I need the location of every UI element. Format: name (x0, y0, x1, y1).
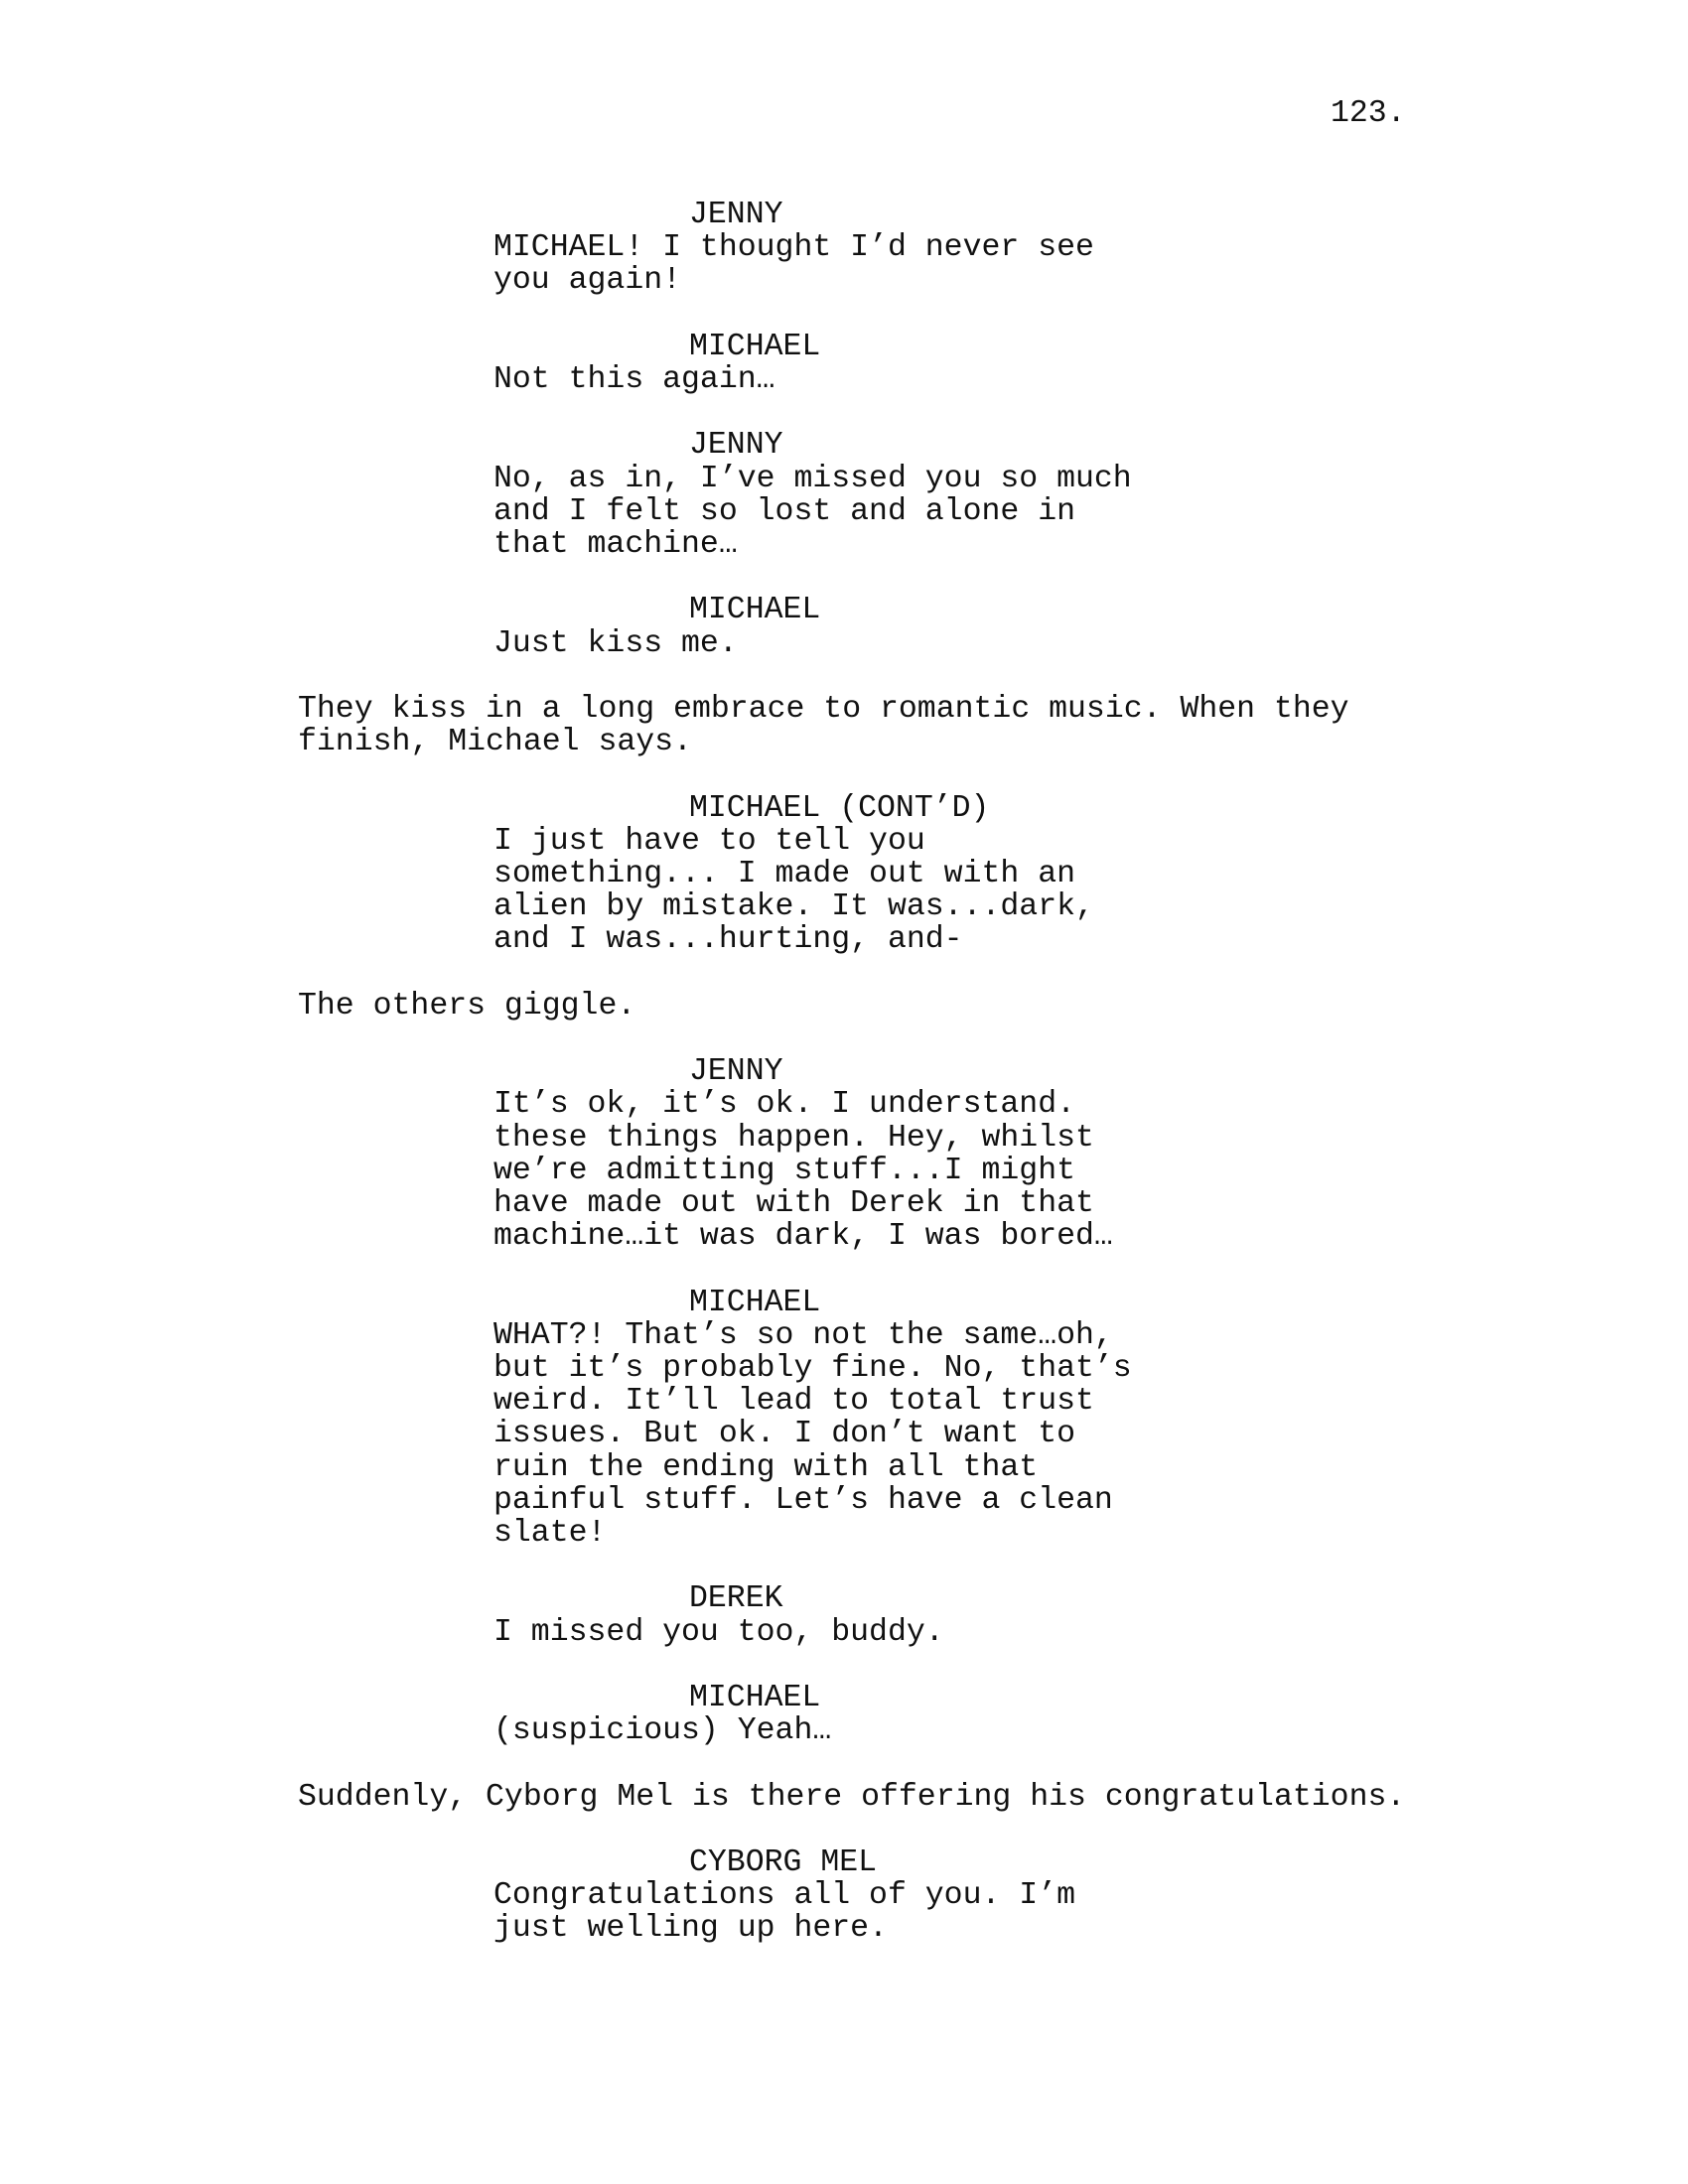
dialogue-block (298, 429, 1489, 561)
character-name: JENNY (689, 198, 783, 232)
character-name: MICHAEL (689, 1680, 821, 1715)
dialogue-line: I just have to tell you (493, 823, 925, 859)
character-name: MICHAEL (CONT’D) (689, 790, 990, 826)
dialogue-line: ruin the ending with all that (493, 1449, 1039, 1485)
block-gap (298, 660, 1489, 693)
character-name: CYBORG MEL (689, 1844, 878, 1880)
dialogue-block (298, 331, 1489, 396)
action-line: The others giggle. (298, 988, 636, 1024)
block-gap (298, 1550, 1489, 1582)
page-number: 123. (1331, 96, 1406, 131)
dialogue-line: issues. But ok. I don’t want to (493, 1417, 1075, 1452)
character-name: JENNY (689, 428, 783, 464)
dialogue-line: something... I made out with an (493, 856, 1075, 891)
dialogue-line: No, as in, I’ve missed you so much (493, 461, 1132, 496)
action-line: finish, Michael says. (298, 725, 692, 760)
block-gap (298, 1023, 1489, 1055)
block-gap (298, 1253, 1489, 1286)
dialogue-line: MICHAEL! I thought I’d never see (493, 230, 1094, 266)
block-gap (298, 561, 1489, 594)
dialogue-line: painful stuff. Let’s have a clean (493, 1482, 1113, 1518)
action-line: They kiss in a long embrace to romantic music. When they (298, 691, 1349, 727)
action-line: Suddenly, Cyborg Mel is there offering his congratulations. (298, 1779, 1406, 1815)
dialogue-line: Just kiss me. (493, 625, 738, 661)
block-gap (298, 758, 1489, 791)
dialogue-block (298, 199, 1489, 298)
block-gap (298, 1814, 1489, 1846)
dialogue-line: we’re admitting stuff...I might (493, 1153, 1075, 1188)
character-name: MICHAEL (689, 329, 821, 364)
dialogue-line: and I felt so lost and alone in (493, 493, 1075, 529)
dialogue-block (298, 1582, 1489, 1648)
dialogue-line: machine…it was dark, I was bored… (493, 1219, 1113, 1255)
block-gap (298, 1747, 1489, 1780)
dialogue-block (298, 792, 1489, 957)
dialogue-line: (suspicious) Yeah… (493, 1713, 832, 1749)
action-block (298, 1781, 1489, 1814)
dialogue-line: these things happen. Hey, whilst (493, 1120, 1094, 1156)
dialogue-block (298, 1287, 1489, 1551)
dialogue-line: I missed you too, buddy. (493, 1614, 944, 1650)
character-name: DEREK (689, 1581, 783, 1617)
dialogue-line: alien by mistake. It was...dark, (493, 889, 1094, 925)
dialogue-line: you again! (493, 263, 682, 299)
dialogue-line: Not this again… (493, 362, 775, 397)
block-gap (298, 298, 1489, 331)
dialogue-block (298, 1055, 1489, 1253)
block-gap (298, 957, 1489, 990)
dialogue-line: slate! (493, 1516, 607, 1551)
dialogue-line: just welling up here. (493, 1911, 888, 1947)
dialogue-line: WHAT?! That’s so not the same…oh, (493, 1317, 1113, 1353)
dialogue-block (298, 1846, 1489, 1946)
block-gap (298, 1649, 1489, 1682)
action-block (298, 693, 1489, 758)
dialogue-line: It’s ok, it’s ok. I understand. (493, 1087, 1075, 1123)
dialogue-block (298, 1682, 1489, 1747)
screenplay-body (298, 199, 1489, 1946)
dialogue-line: and I was...hurting, and- (493, 922, 963, 958)
dialogue-line: weird. It’ll lead to total trust (493, 1384, 1094, 1420)
dialogue-block (298, 594, 1489, 659)
character-name: MICHAEL (689, 593, 821, 628)
block-gap (298, 396, 1489, 429)
dialogue-line: that machine… (493, 527, 738, 562)
character-name: JENNY (689, 1054, 783, 1090)
action-block (298, 990, 1489, 1023)
dialogue-line: have made out with Derek in that (493, 1185, 1094, 1221)
character-name: MICHAEL (689, 1285, 821, 1320)
dialogue-line: but it’s probably fine. No, that’s (493, 1350, 1132, 1386)
dialogue-line: Congratulations all of you. I’m (493, 1878, 1075, 1914)
